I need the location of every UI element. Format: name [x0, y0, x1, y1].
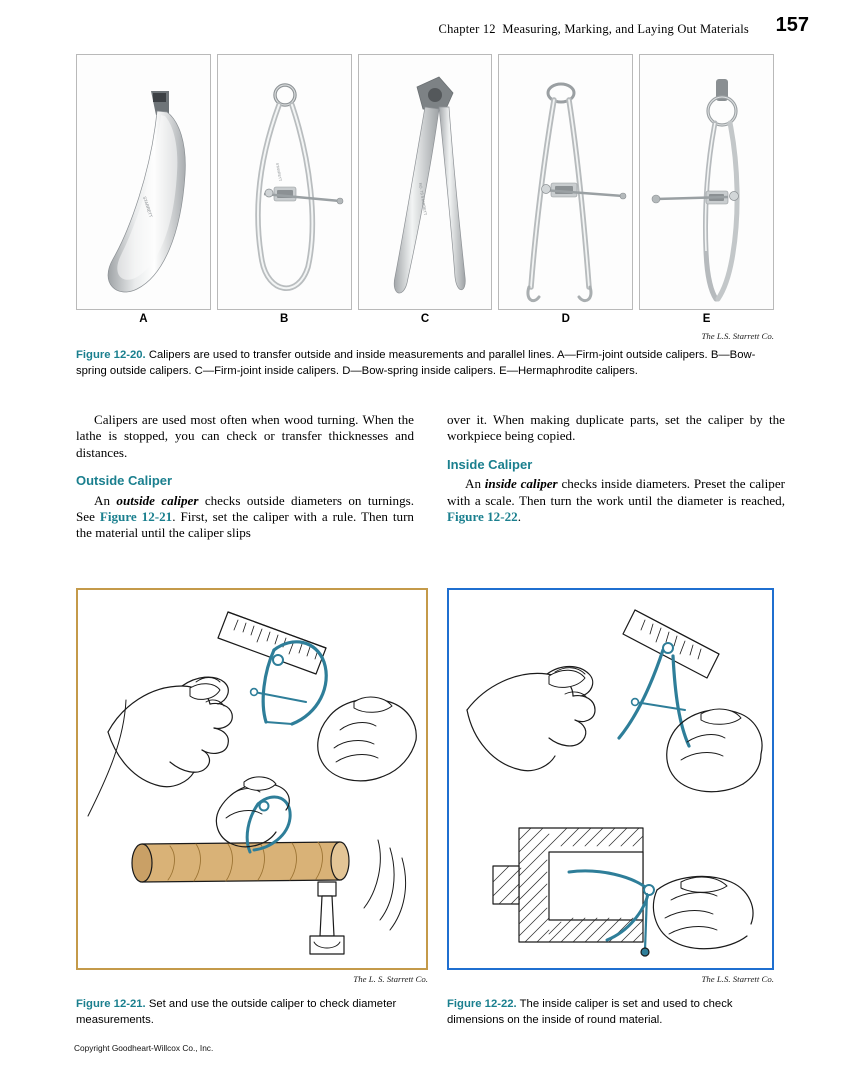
figure-12-22-credit: The L.S. Starrett Co. [701, 974, 774, 984]
term-inside-caliper: inside caliper [484, 476, 558, 492]
panel-label-a: A [139, 313, 148, 325]
heading-outside-caliper: Outside Caliper [76, 473, 173, 489]
paragraph-intro: Calipers are used most often when wood turning. When the lathe is stopped, you can check or transfer thicknesses and distances. [76, 412, 414, 460]
figure-12-21-credit: The L. S. Starrett Co. [353, 974, 428, 984]
cross-ref-figure-12-22: Figure 12-22 [447, 509, 518, 525]
caliper-photo-c [358, 54, 493, 310]
page-number: 157 [775, 14, 809, 36]
figure-12-21-label: Figure 12-21. [76, 998, 146, 1010]
body-column-right [447, 412, 785, 525]
term-outside-caliper: outside caliper [116, 492, 199, 508]
running-head-text [439, 22, 749, 37]
figure-12-22-caption-text: The inside caliper is set and used to check dimensions on the inside of round material. [447, 998, 733, 1026]
text-frag-2: checks outside diameters on turnings. See [76, 492, 415, 525]
running-head [0, 14, 849, 46]
text-frag-5: checks inside diameters. Preset the caliper with a scale. Then turn the work until the diameter is reached, [447, 476, 786, 508]
figure-12-20-caption-text: Calipers are used to transfer outside and inside measurements and parallel lines. A—Firm-joint outside calipers. B—Bow-spring outside calipers. C—Firm-joint inside calipers. D—Bow-spring inside calipers. E—Hermaphrodite calipers. [76, 349, 756, 377]
figure-12-20-caption [76, 348, 774, 379]
panel-label-e: E [702, 313, 711, 325]
figure-12-21-illustration [76, 588, 428, 970]
paragraph-outside-caliper [76, 493, 414, 542]
text-frag-1: An [94, 492, 117, 508]
figure-12-22-label: Figure 12-22. [447, 998, 517, 1010]
chapter-number: Chapter 12 [438, 22, 496, 36]
caliper-photo-b [217, 54, 352, 310]
caliper-photo-e [639, 54, 774, 310]
paragraph-inside-caliper [447, 476, 785, 525]
figure-12-22-caption [447, 997, 774, 1028]
text-frag-4: An [465, 476, 485, 492]
figure-12-22-illustration [447, 588, 774, 970]
heading-inside-caliper: Inside Caliper [447, 456, 533, 472]
figure-12-20-panels [76, 54, 774, 310]
panel-label-b: B [280, 313, 289, 325]
caliper-photo-d [498, 54, 633, 310]
copyright-notice: Copyright Goodheart-Willcox Co., Inc. [74, 1043, 214, 1053]
caliper-photo-a [76, 54, 211, 310]
figure-12-21-caption-text: Set and use the outside caliper to check diameter measurements. [76, 998, 397, 1026]
figure-12-20-credit: The L.S. Starrett Co. [701, 331, 774, 341]
body-column-left [76, 412, 414, 542]
paragraph-continued: over it. When making duplicate parts, set the caliper by the workpiece being copied. [447, 412, 785, 444]
figure-12-20-panel-labels [76, 313, 774, 329]
cross-ref-figure-12-21: Figure 12-21 [99, 509, 173, 525]
chapter-title: Measuring, Marking, and Laying Out Materials [502, 22, 749, 36]
figure-12-20-label: Figure 12-20. [76, 349, 146, 361]
svg-text:STARRETT: STARRETT [142, 195, 154, 219]
panel-label-d: D [561, 313, 570, 325]
panel-label-c: C [420, 313, 430, 325]
text-frag-6: . [517, 509, 521, 525]
figure-12-21-caption [76, 997, 428, 1028]
text-frag-3: . First, set the caliper with a rule. Then turn the material until the caliper slips [76, 509, 414, 541]
svg-text:STARRETT: STARRETT [274, 162, 282, 182]
svg-text:NO. 73 STARRETT: NO. 73 STARRETT [417, 182, 427, 216]
